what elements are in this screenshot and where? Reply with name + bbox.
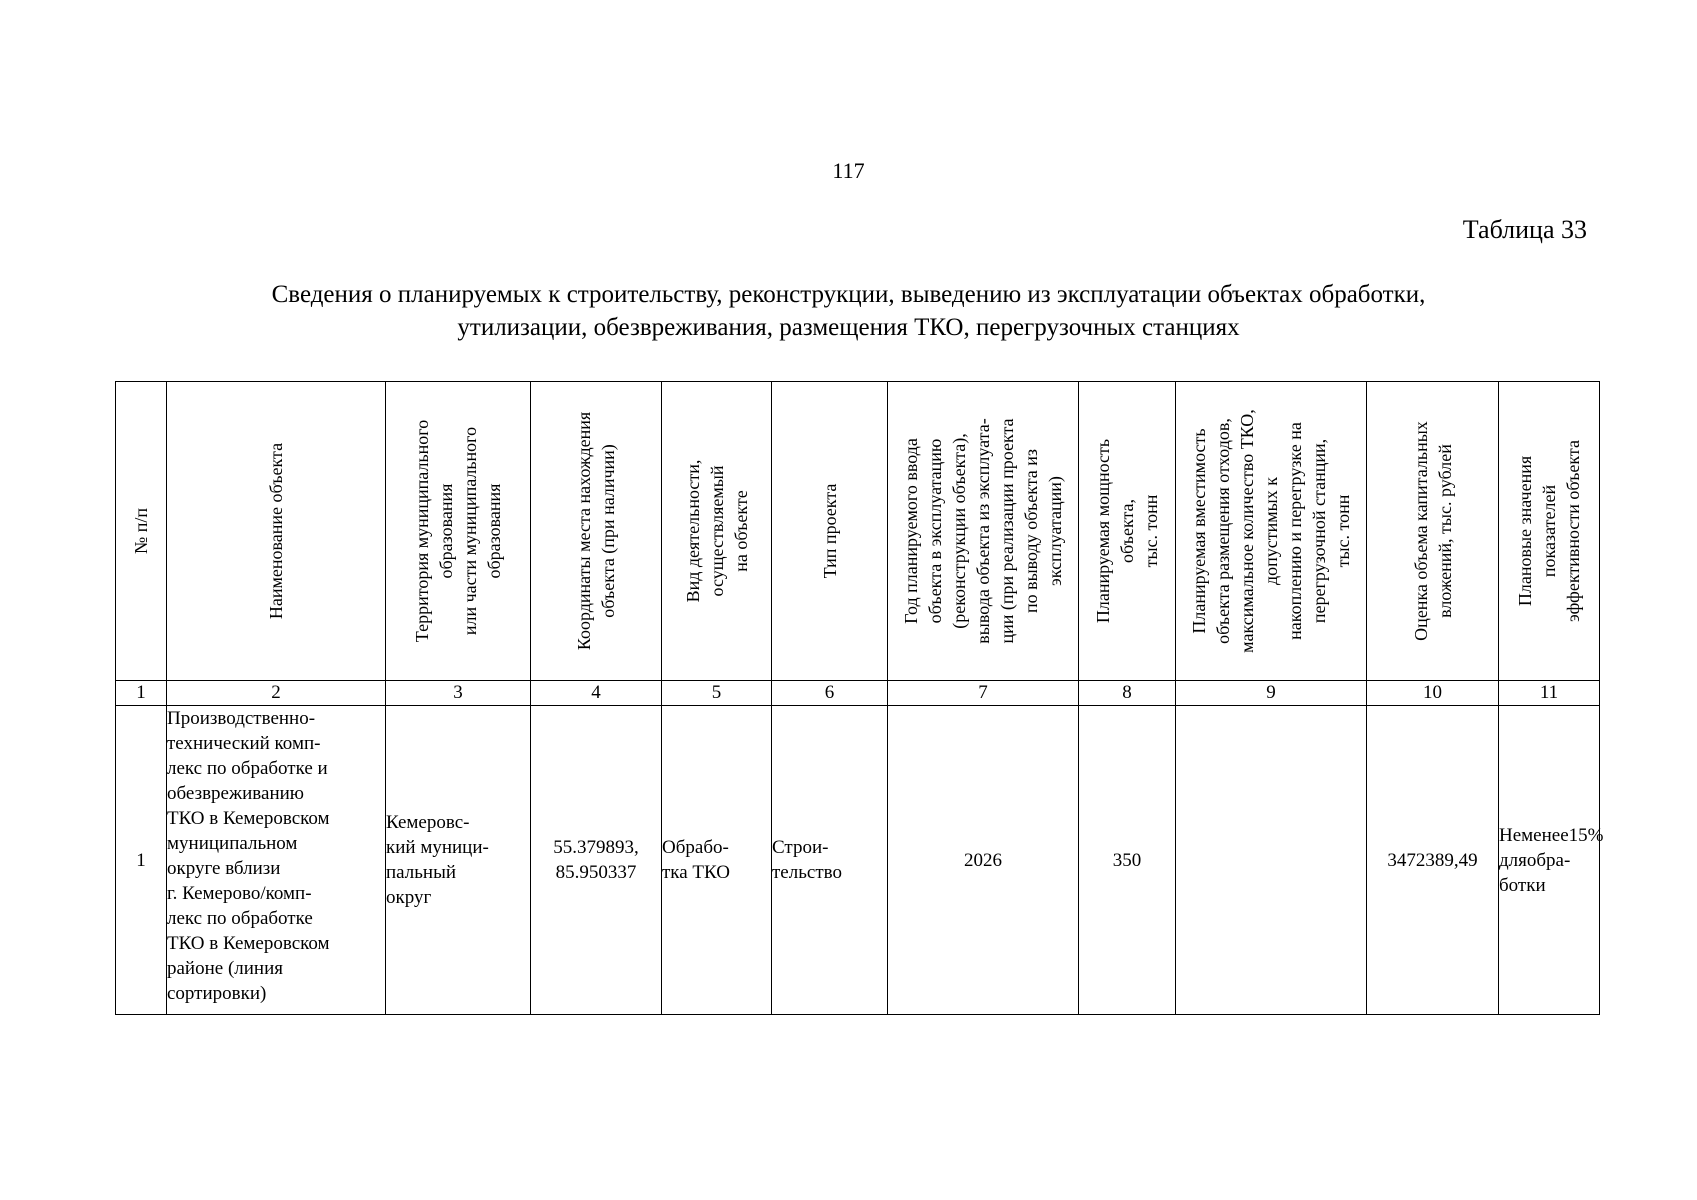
header-line: допустимых к [1261, 477, 1281, 586]
header-line: максимальное количество ТКО, [1237, 409, 1257, 653]
header-line: тыс. тонн [1141, 494, 1161, 568]
cell-line: сортировки) [167, 983, 267, 1004]
column-number-cell: 5 [662, 681, 772, 706]
header-line: Планируемая мощность [1093, 438, 1113, 624]
header-text [410, 386, 506, 676]
facilities-table [115, 381, 1604, 1015]
column-number-cell: 6 [772, 681, 888, 706]
header-line: Год планируемого ввода [901, 438, 921, 624]
header-cell-name [167, 382, 386, 681]
header-cell-year [888, 382, 1079, 681]
header-line: накоплению и перегрузке на [1285, 422, 1305, 640]
header-text [899, 386, 1067, 676]
document-title-line-1: Сведения о планируемых к строительству, реконструкции, выведению из эксплуатации объектах обработки, [271, 281, 1426, 308]
header-text [1091, 386, 1163, 676]
cell-line: Строи- [772, 837, 829, 858]
header-line: Плановые значения [1515, 455, 1535, 607]
cell-line: тка ТКО [662, 862, 730, 883]
header-line: вывода объекта из эксплуата- [973, 418, 993, 644]
column-number-cell: 9 [1176, 681, 1367, 706]
column-number-cell: 2 [167, 681, 386, 706]
column-number-cell: 3 [386, 681, 531, 706]
table-row [116, 706, 1600, 1015]
header-text [681, 386, 753, 676]
object-name-cell [167, 706, 386, 1015]
header-line: тыс. тонн [1333, 494, 1353, 568]
column-number-cell: 4 [531, 681, 662, 706]
efficiency-cell [1499, 706, 1604, 1015]
header-line: объекта размещения отходов, [1213, 418, 1233, 644]
header-line: или части муниципального [460, 426, 480, 636]
header-line: эксплуатации) [1045, 476, 1065, 586]
column-number-cell: 10 [1367, 681, 1499, 706]
activity-cell [662, 706, 772, 1015]
column-number-cell: 8 [1079, 681, 1176, 706]
header-line: Наименование объекта [266, 442, 286, 620]
header-cell-efficiency [1499, 382, 1600, 681]
column-number-cell: 11 [1499, 681, 1600, 706]
header-cell-activity [662, 382, 772, 681]
investment-cell: 3472389,49 [1367, 706, 1499, 1015]
header-line: Координаты места нахождения [574, 411, 594, 651]
storage-capacity-cell [1176, 706, 1367, 1015]
header-line: ции (при реализации проекта [997, 418, 1017, 644]
cell-line: технический комп- [167, 733, 321, 754]
cell-line: обра- [1526, 849, 1571, 871]
header-line: Вид деятельности, [682, 459, 703, 603]
header-line: объекта, [1117, 498, 1137, 564]
cell-line: округе вблизи [167, 858, 281, 879]
header-line: образования [436, 483, 456, 579]
header-text [264, 386, 288, 676]
header-line: по выводу объекта из [1021, 448, 1041, 614]
cell-line: г. Кемерово/комп- [167, 883, 312, 904]
cell-line: Не [1499, 824, 1522, 846]
cell-line: Кемеровс- [386, 812, 470, 833]
header-cell-capacity [1079, 382, 1176, 681]
header-text [1409, 386, 1457, 676]
year-cell: 2026 [888, 706, 1079, 1015]
header-cell-investment [1367, 382, 1499, 681]
header-row [116, 382, 1600, 681]
cell-line: пальный [386, 862, 457, 883]
cell-line: Производственно- [167, 708, 316, 729]
cell-line: районе (линия [167, 958, 284, 979]
header-line: перегрузочной станции, [1309, 438, 1329, 624]
cell-line: тельство [772, 862, 842, 883]
cell-line: менее [1521, 824, 1569, 846]
header-line: Тип проекта [819, 483, 840, 579]
table-label: Таблица 33 [1462, 215, 1587, 244]
column-number-row [116, 681, 1600, 706]
territory-cell [386, 706, 531, 1015]
cell-line: кий муници- [386, 837, 489, 858]
cell-line: ТКО в Кемеровском [167, 933, 330, 954]
header-line: Планируемая вместимость [1189, 428, 1209, 634]
cell-line: муниципальном [167, 833, 298, 854]
header-line: эффективности объекта [1563, 440, 1583, 622]
header-line: Оценка объема капитальных [1410, 421, 1431, 641]
header-line: показателей [1539, 484, 1559, 578]
column-number-cell: 7 [888, 681, 1079, 706]
cell-line: 85.950337 [555, 862, 637, 883]
header-text [818, 386, 842, 676]
cell-line: обезвреживанию [167, 783, 304, 804]
coordinates-cell [531, 706, 662, 1015]
header-cell-number [116, 382, 167, 681]
cell-line: 15% для [1499, 824, 1604, 871]
row-number-cell: 1 [116, 706, 167, 1015]
header-cell-territory [386, 382, 531, 681]
header-text [572, 386, 620, 676]
cell-line: ботки [1499, 874, 1546, 896]
header-line: на объекте [730, 490, 751, 572]
page-number: 117 [832, 158, 865, 183]
header-line: образования [484, 483, 504, 579]
cell-line: лекс по обработке [167, 908, 313, 929]
header-line: (реконструкции объекта), [949, 433, 969, 629]
header-line: вложений, тыс. рублей [1434, 444, 1455, 618]
document-title [150, 278, 1547, 344]
cell-line: ТКО в Кемеровском [167, 808, 330, 829]
cell-line: Обрабо- [662, 837, 729, 858]
capacity-cell: 350 [1079, 706, 1176, 1015]
header-line: объекта в эксплуатацию [925, 438, 945, 624]
header-line: объекта (при наличии) [598, 444, 618, 618]
header-cell-coordinates [531, 382, 662, 681]
header-line: Территория муниципального [412, 419, 432, 643]
column-number-cell: 1 [116, 681, 167, 706]
cell-line: 55.379893, [553, 837, 639, 858]
header-line: № п/п [131, 508, 151, 554]
header-cell-project-type [772, 382, 888, 681]
document-title-line-2: утилизации, обезвреживания, размещения ТКО, перегрузочных станциях [457, 314, 1240, 341]
header-text [129, 386, 153, 676]
header-text [1187, 386, 1355, 676]
header-line: осуществляемый [706, 465, 727, 597]
header-text [1513, 386, 1585, 676]
cell-line: лекс по обработке и [167, 758, 328, 779]
project-type-cell [772, 706, 888, 1015]
cell-line: округ [386, 887, 432, 908]
header-cell-storage-capacity [1176, 382, 1367, 681]
